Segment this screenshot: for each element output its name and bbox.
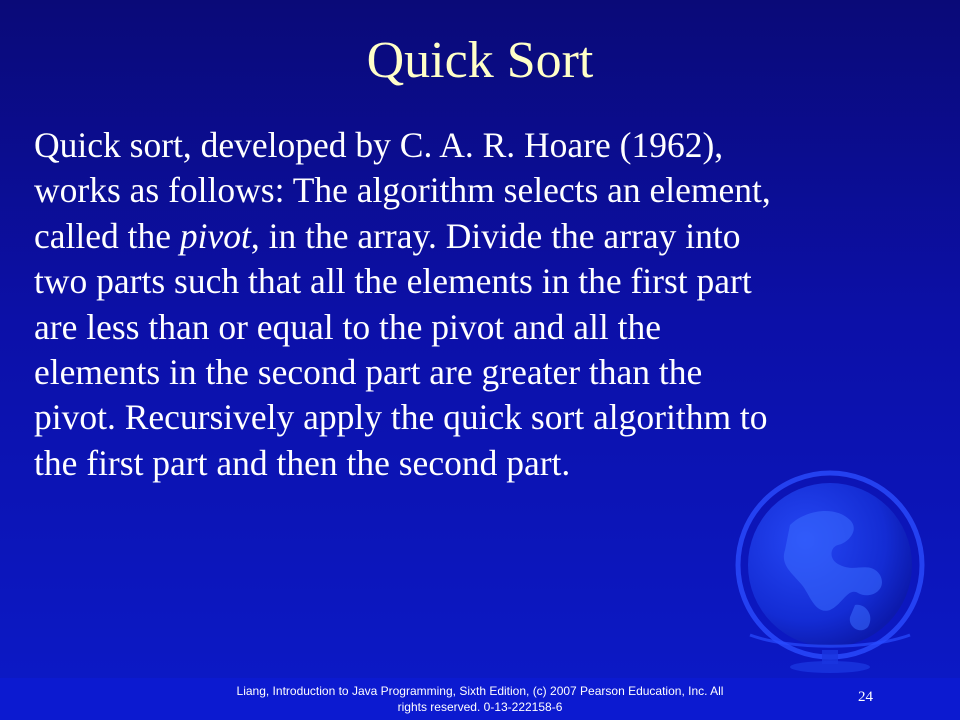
page-number: 24 bbox=[858, 689, 873, 705]
body-line: are less than or equal to the pivot and all the bbox=[34, 306, 661, 347]
body-line bbox=[34, 214, 939, 259]
footer-line: Liang, Introduction to Java Programming, Sixth Edition, (c) 2007 Pearson Education, Inc. All bbox=[236, 684, 724, 698]
slide-body bbox=[34, 123, 939, 486]
body-line: elements in the second part are greater than the bbox=[34, 352, 703, 393]
footer-copyright bbox=[185, 683, 775, 715]
globe-icon bbox=[730, 465, 930, 675]
body-line: pivot. Recursively apply the quick sort algorithm to bbox=[34, 397, 768, 438]
body-line: works as follows: The algorithm selects an element, bbox=[34, 170, 771, 211]
footer-line: rights reserved. 0-13-222158-6 bbox=[397, 700, 563, 714]
body-line: the first part and then the second part. bbox=[34, 442, 571, 483]
body-line: two parts such that all the elements in the first part bbox=[34, 261, 752, 302]
body-line: Quick sort, developed by C. A. R. Hoare (1962), bbox=[34, 125, 724, 165]
body-line-pre: called the bbox=[34, 215, 180, 256]
pivot-term: pivot bbox=[179, 215, 251, 256]
body-line-post: , in the array. Divide the array into bbox=[250, 215, 741, 256]
slide-title: Quick Sort bbox=[366, 32, 594, 89]
